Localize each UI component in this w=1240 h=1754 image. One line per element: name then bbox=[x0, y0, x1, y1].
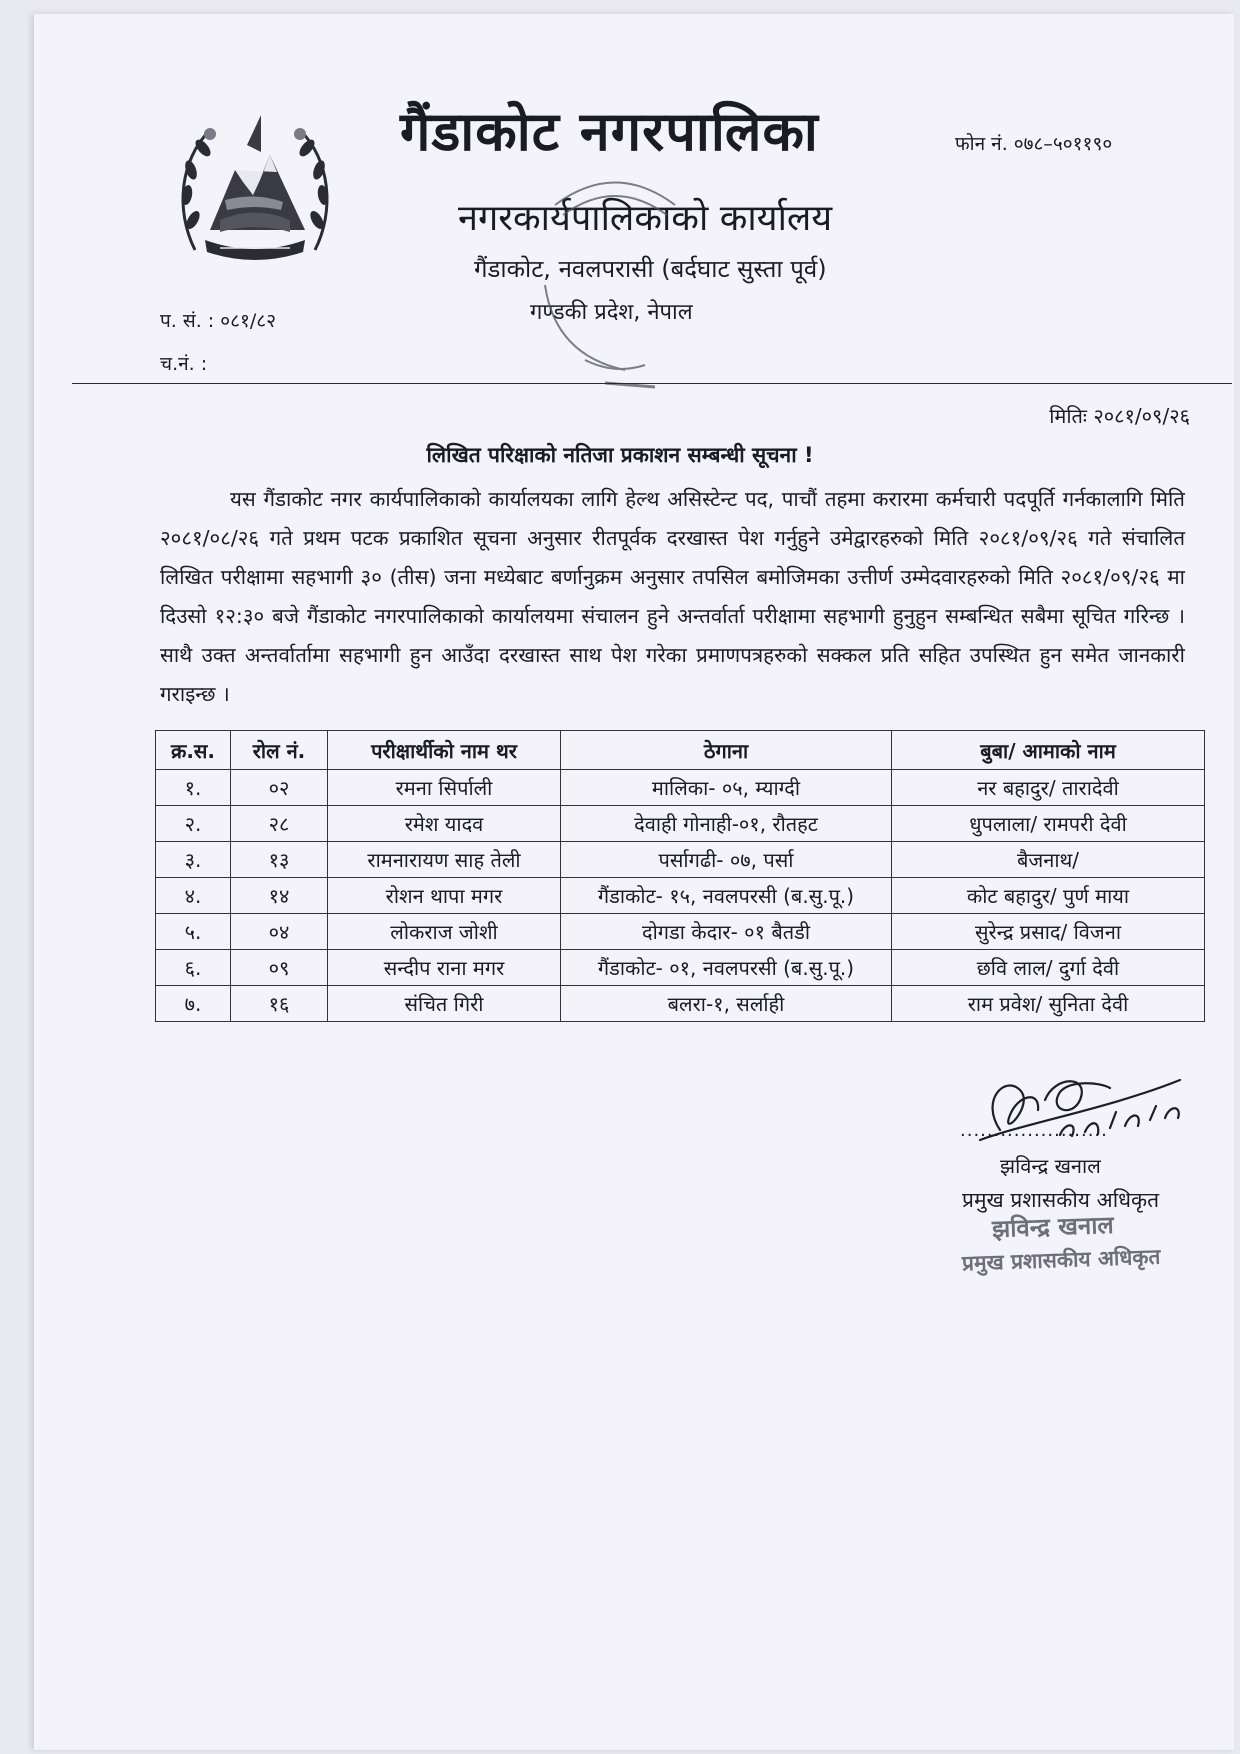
cell-roll: १३ bbox=[231, 842, 328, 878]
col-roll: रोल नं. bbox=[231, 731, 328, 770]
table-row bbox=[156, 770, 1205, 806]
office-address: गैंडाकोट, नवलपरासी (बर्दघाट सुस्ता पूर्व) bbox=[474, 255, 827, 283]
nepal-emblem-logo bbox=[165, 100, 345, 270]
cell-roll: २८ bbox=[231, 806, 328, 842]
cell-name: संचित गिरी bbox=[328, 986, 561, 1022]
signature-line: ...................... bbox=[960, 1120, 1108, 1141]
cell-address: गैंडाकोट- ०१, नवलपरसी (ब.सु.पू.) bbox=[561, 950, 892, 986]
signatory-name: झविन्द्र खनाल bbox=[1000, 1154, 1101, 1178]
notice-body: यस गैंडाकोट नगर कार्यपालिकाको कार्यालयका लागि हेल्थ असिस्टेन्ट पद, पाचौं तहमा करारमा कर्मचारी पदपूर्ति गर्नकालागि मिति २०८१/०८/२६ गते प्रथम पटक प्रकाशित सूचना अनुसार रीतपूर्वक दरखास्त पेश गर्नुहुने उमेद्वारहरुको मिति २०८१/०९/२६ गते संचालित लिखित परीक्षामा सहभागी ३० (तीस) जना मध्येबाट बर्णानुक्रम अनुसार तपसिल बमोजिमका उत्तीर्ण उम्मेदवारहरुको मिति २०८१/०९/२६ मा दिउसो १२:३० बजे गैंडाकोट नगरपालिकाको कार्यालयमा संचालन हुने अन्तर्वार्ता परीक्षामा सहभागी हुनुहुन सम्बन्धित सबैमा सूचित गरिन्छ । साथै उक्त अन्तर्वार्तामा सहभागी हुन आउँदा दरखास्त साथ पेश गरेका प्रमाणपत्रहरुको सक्कल प्रति सहित उपस्थित हुन समेत जानकारी गराइन्छ । bbox=[160, 487, 1185, 706]
cell-name: रमना सिर्पाली bbox=[328, 770, 561, 806]
col-name: परीक्षार्थीको नाम थर bbox=[328, 731, 561, 770]
office-province: गण्डकी प्रदेश, नेपाल bbox=[530, 300, 693, 325]
table-header-row bbox=[156, 731, 1205, 770]
cell-serial: १. bbox=[156, 770, 231, 806]
table-row bbox=[156, 842, 1205, 878]
phone-number: फोन नं. ०७८–५०११९० bbox=[955, 133, 1113, 155]
col-parents: बुबा/ आमाको नाम bbox=[892, 731, 1205, 770]
cell-roll: ०२ bbox=[231, 770, 328, 806]
cell-serial: ७. bbox=[156, 986, 231, 1022]
reference-number: प. सं. : ०८१/८२ bbox=[160, 310, 277, 332]
cell-parents: बैजनाथ/ bbox=[892, 842, 1205, 878]
cell-address: गैंडाकोट- १५, नवलपरसी (ब.सु.पू.) bbox=[561, 878, 892, 914]
cell-name: रामनारायण साह तेली bbox=[328, 842, 561, 878]
cell-parents: राम प्रवेश/ सुनिता देवी bbox=[892, 986, 1205, 1022]
col-address: ठेगाना bbox=[561, 731, 892, 770]
cell-roll: १४ bbox=[231, 878, 328, 914]
notice-date: मितिः २०८१/०९/२६ bbox=[1049, 404, 1190, 428]
dispatch-number: च.नं. : bbox=[160, 353, 208, 375]
cell-address: पर्सागढी- ०७, पर्सा bbox=[561, 842, 892, 878]
cell-parents: सुरेन्द्र प्रसाद/ विजना bbox=[892, 914, 1205, 950]
table-row bbox=[156, 878, 1205, 914]
cell-serial: ५. bbox=[156, 914, 231, 950]
name-stamp: झविन्द्र खनाल bbox=[991, 1210, 1115, 1244]
office-name: नगरकार्यपालिकाको कार्यालय bbox=[458, 198, 833, 239]
table-row bbox=[156, 806, 1205, 842]
table-row bbox=[156, 950, 1205, 986]
notice-subject: लिखित परिक्षाको नतिजा प्रकाशन सम्बन्धी सूचना ! bbox=[426, 443, 814, 467]
municipality-name: गैंडाकोट नगरपालिका bbox=[400, 100, 819, 163]
cell-roll: ०४ bbox=[231, 914, 328, 950]
cell-serial: ६. bbox=[156, 950, 231, 986]
results-table bbox=[155, 730, 1205, 1022]
signatory-title: प्रमुख प्रशासकीय अधिकृत bbox=[962, 1188, 1160, 1212]
cell-parents: नर बहादुर/ तारादेवी bbox=[892, 770, 1205, 806]
cell-name: सन्दीप राना मगर bbox=[328, 950, 561, 986]
cell-name: रोशन थापा मगर bbox=[328, 878, 561, 914]
cell-serial: ४. bbox=[156, 878, 231, 914]
office-seal-stamp bbox=[515, 165, 715, 395]
cell-serial: ३. bbox=[156, 842, 231, 878]
table-row bbox=[156, 986, 1205, 1022]
cell-address: देवाही गोनाही-०१, रौतहट bbox=[561, 806, 892, 842]
title-stamp: प्रमुख प्रशासकीय अधिकृत bbox=[961, 1244, 1161, 1276]
cell-address: मालिका- ०५, म्याग्दी bbox=[561, 770, 892, 806]
col-serial: क्र.स. bbox=[156, 731, 231, 770]
cell-address: दोगडा केदार- ०१ बैतडी bbox=[561, 914, 892, 950]
cell-roll: ०९ bbox=[231, 950, 328, 986]
cell-parents: धुपलाला/ रामपरी देवी bbox=[892, 806, 1205, 842]
header-divider bbox=[72, 383, 1232, 384]
cell-address: बलरा-१, सर्लाही bbox=[561, 986, 892, 1022]
cell-parents: कोट बहादुर/ पुर्ण माया bbox=[892, 878, 1205, 914]
cell-parents: छवि लाल/ दुर्गा देवी bbox=[892, 950, 1205, 986]
cell-serial: २. bbox=[156, 806, 231, 842]
cell-roll: १६ bbox=[231, 986, 328, 1022]
cell-name: रमेश यादव bbox=[328, 806, 561, 842]
table-row bbox=[156, 914, 1205, 950]
cell-name: लोकराज जोशी bbox=[328, 914, 561, 950]
